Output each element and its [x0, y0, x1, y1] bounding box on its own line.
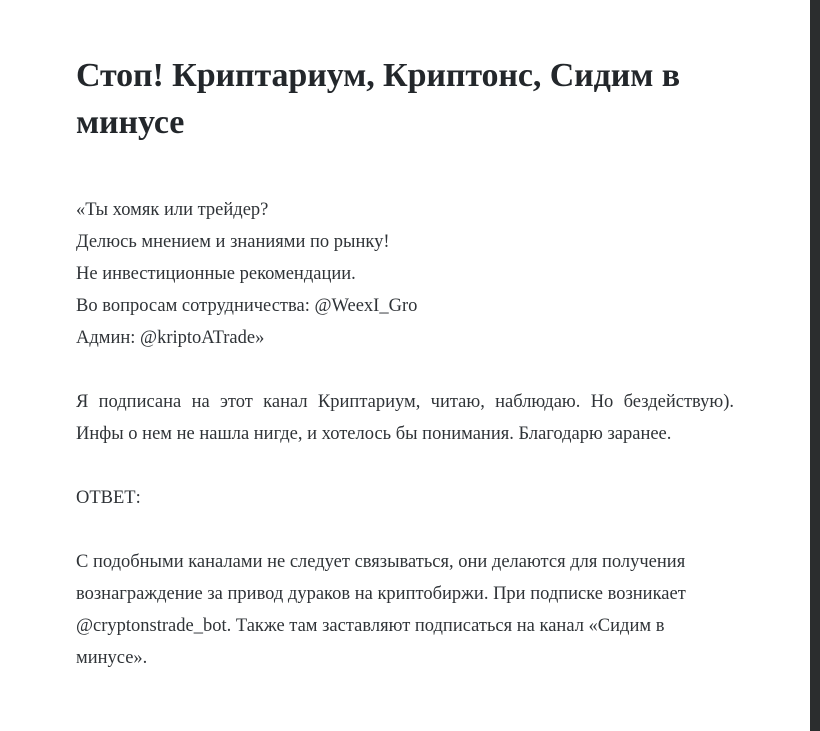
quote-line: Не инвестиционные рекомендации. [76, 264, 356, 284]
quote-line: «Ты хомяк или трейдер? [76, 200, 269, 220]
article-content-column [76, 0, 734, 674]
answer-paragraph: С подобными каналами не следует связываться, они делаются для получения вознаграждение за привод дураков на криптобиржи. При подписке возникает @cryptonstrade_bot. Также там заставляют подписаться на канал «Сидим в минусе». [76, 552, 686, 668]
right-edge-band [810, 0, 820, 731]
page-title: Стоп! Криптариум, Криптонс, Сидим в минусе [76, 57, 680, 141]
quote-line: Во вопросам сотрудничества: @WeexI_Gro [76, 296, 418, 316]
quote-line: Делюсь мнением и знаниями по рынку! [76, 232, 390, 252]
answer-label: ОТВЕТ: [76, 488, 141, 508]
quote-line: Админ: @kriptoATrade» [76, 328, 265, 348]
question-paragraph: Я подписана на этот канал Криптариум, читаю, наблюдаю. Но бездействую). Инфы о нем не нашла нигде, и хотелось бы понимания. Благодарю заранее. [76, 392, 734, 444]
channel-description-quote [76, 194, 734, 354]
